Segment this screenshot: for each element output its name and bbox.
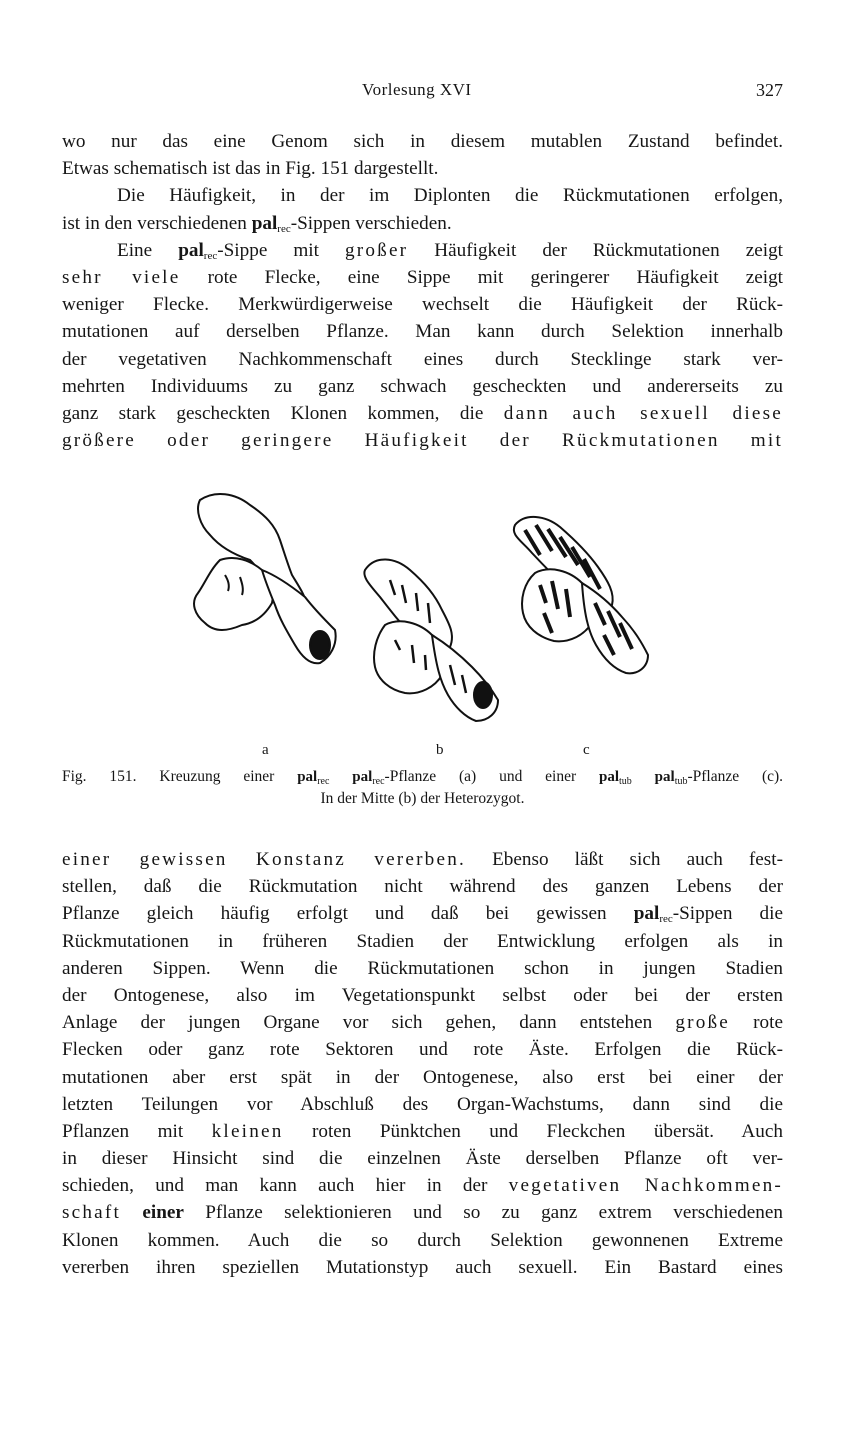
text-line: anderen Sippen. Wenn die Rückmutationen schon in jungen Stadien: [62, 957, 783, 979]
text-line: letzten Teilungen vor Abschluß des Organ-Wachstums, dann sind die: [62, 1093, 783, 1115]
text-line: mehrten Individuums zu ganz schwach gescheckten und andererseits zu: [62, 375, 783, 397]
text-line: Pflanze gleich häufig erfolgt und daß bei gewissen pal$_{rec}$-Sippen die: [62, 903, 783, 926]
text-line: in dieser Hinsicht sind die einzelnen Äste derselben Pflanze oft ver-: [62, 1148, 783, 1170]
text-line: ganz stark gescheckten Klonen kommen, die dann auch sexuell diese: [62, 402, 783, 424]
page-header: [62, 80, 783, 106]
figure-caption: [62, 766, 783, 810]
figure-labels: [0, 742, 850, 762]
text-line: sehr viele rote Flecke, eine Sippe mit geringerer Häufigkeit zeigt: [62, 266, 783, 288]
text-line: einer gewissen Konstanz vererben. Ebenso läßt sich auch fest-: [62, 849, 783, 870]
text-line: Anlage der jungen Organe vor sich gehen, dann entstehen große rote: [62, 1012, 783, 1034]
flower-b-drawing: [364, 559, 498, 721]
text-line: ist in den verschiedenen pal$_{rec}$-Sippen verschieden.: [62, 212, 452, 235]
text-line: mutationen auf derselben Pflanze. Man kann durch Selektion innerhalb: [62, 321, 783, 343]
text-line: wo nur das eine Genom sich in diesem mutablen Zustand befindet.: [62, 131, 783, 152]
caption-line: Fig. 151. Kreuzung einer pal$_{rec}$ pal$_{rec}$-Pflanze (a) und einer pal$_{tub}$ pal$_{tub}$-Pflanze (c).: [62, 768, 784, 787]
flower-illustration: [180, 485, 670, 745]
figure-label-a: a: [262, 742, 269, 758]
text-line: der vegetativen Nachkommenschaft eines durch Stecklinge stark ver-: [62, 348, 783, 370]
text-line: weniger Flecke. Merkwürdigerweise wechselt die Häufigkeit der Rück-: [62, 294, 783, 316]
text-line: Eine pal$_{rec}$-Sippe mit großer Häufigkeit der Rückmutationen zeigt: [117, 239, 783, 262]
text-block-top: [62, 128, 783, 454]
text-line: Etwas schematisch ist das in Fig. 151 dargestellt.: [62, 158, 439, 180]
page-number: 327: [756, 80, 783, 100]
text-line: Flecken oder ganz rote Sektoren und rote Äste. Erfolgen die Rück-: [62, 1039, 783, 1061]
figure-label-c: c: [583, 742, 590, 758]
text-line: vererben ihren speziellen Mutationstyp auch sexuell. Ein Bastard eines: [62, 1256, 783, 1278]
text-block-bottom: [62, 846, 783, 1281]
text-line: schieden, und man kann auch hier in der vegetativen Nachkommen-: [62, 1175, 783, 1197]
text-line: stellen, daß die Rückmutation nicht während des ganzen Lebens der: [62, 876, 783, 898]
text-line: schaft einer Pflanze selektionieren und so zu ganz extrem verschiedenen: [62, 1202, 783, 1224]
running-title: Vorlesung XVI: [362, 80, 472, 99]
text-line: Rückmutationen in früheren Stadien der Entwicklung erfolgen als in: [62, 930, 783, 952]
flower-a-drawing: [194, 494, 336, 663]
text-line: Die Häufigkeit, in der im Diplonten die Rückmutationen erfolgen,: [117, 185, 783, 207]
text-line: mutationen aber erst spät in der Ontogenese, also erst bei einer der: [62, 1066, 783, 1088]
text-line: Pflanzen mit kleinen roten Pünktchen und Fleckchen übersät. Auch: [62, 1120, 783, 1142]
text-line: Klonen kommen. Auch die so durch Selektion gewonnenen Extreme: [62, 1229, 783, 1251]
text-line: der Ontogenese, also im Vegetationspunkt selbst oder bei der ersten: [62, 984, 783, 1006]
caption-line: In der Mitte (b) der Heterozygot.: [320, 790, 525, 807]
flower-c-drawing: [514, 517, 648, 673]
figure-label-b: b: [436, 742, 444, 758]
text-line: größere oder geringere Häufigkeit der Rückmutationen mit: [62, 430, 783, 452]
